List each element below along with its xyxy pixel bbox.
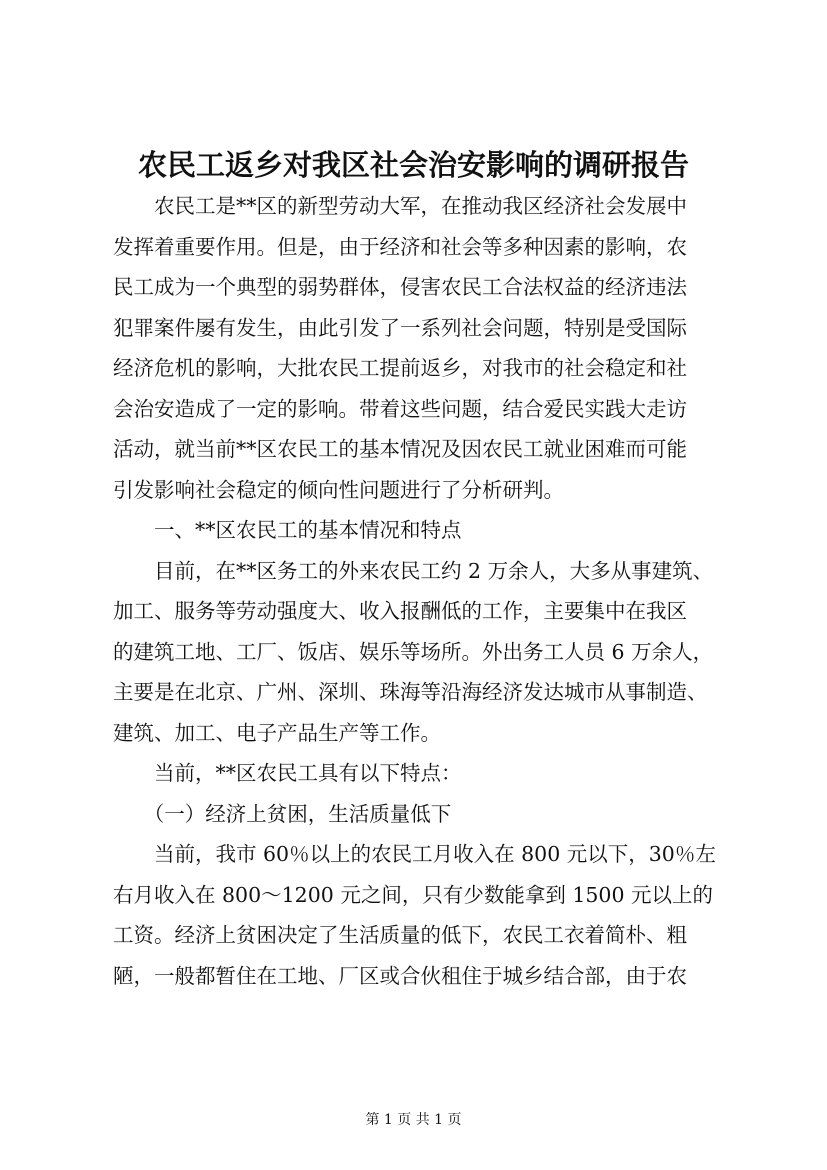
body-line: 经济危机的影响，大批农民工提前返乡，对我市的社会稳定和社: [113, 356, 687, 380]
body-line: 农民工是**区的新型劳动大军，在推动我区经济社会发展中: [113, 194, 687, 218]
body-line: 加工、服务等劳动强度大、收入报酬低的工作，主要集中在我区: [113, 599, 687, 623]
body-line: 犯罪案件屡有发生，由此引发了一系列社会问题，特别是受国际: [113, 315, 687, 340]
body-line: 民工成为一个典型的弱势群体，侵害农民工合法权益的经济违法: [113, 275, 687, 299]
body-line: 陋，一般都暂住在工地、厂区或合伙租住于城乡结合部，由于农: [113, 963, 687, 988]
body-line: 的建筑工地、工厂、饭店、娱乐等场所。外出务工人员 6 万余人，: [113, 639, 714, 664]
document-title: 农民工返乡对我区社会治安影响的调研报告: [137, 148, 689, 182]
body-line: 会治安造成了一定的影响。带着这些问题，结合爱民实践大走访: [113, 396, 687, 421]
body-line: 活动，就当前**区农民工的基本情况及因农民工就业困难而可能: [113, 437, 687, 461]
body-line: 引发影响社会稳定的倾向性问题进行了分析研判。: [113, 477, 564, 502]
section-heading: 一、**区农民工的基本情况和特点: [113, 518, 462, 542]
body-line: 发挥着重要作用。但是，由于经济和社会等多种因素的影响，农: [113, 234, 687, 259]
body-line: 主要是在北京、广州、深圳、珠海等沿海经济发达城市从事制造、: [113, 680, 708, 704]
body-line: 当前，**区农民工具有以下特点：: [113, 761, 462, 785]
body-line: 建筑、加工、电子产品生产等工作。: [113, 720, 441, 745]
body-line: 右月收入在 800～1200 元之间，只有少数能拿到 1500 元以上的: [113, 882, 714, 907]
body-line: 目前，在**区务工的外来农民工约 2 万余人，大多从事建筑、: [113, 558, 714, 583]
body-line: 工资。经济上贫困决定了生活质量的低下，农民工衣着简朴、粗: [113, 923, 687, 947]
body-line: 当前，我市 60％以上的农民工月收入在 800 元以下，30％左: [113, 842, 716, 866]
subsection-heading: （一）经济上贫困，生活质量低下: [113, 801, 452, 826]
page-footer: 第 1 页 共 1 页: [365, 1112, 462, 1128]
document-body: [113, 186, 723, 996]
